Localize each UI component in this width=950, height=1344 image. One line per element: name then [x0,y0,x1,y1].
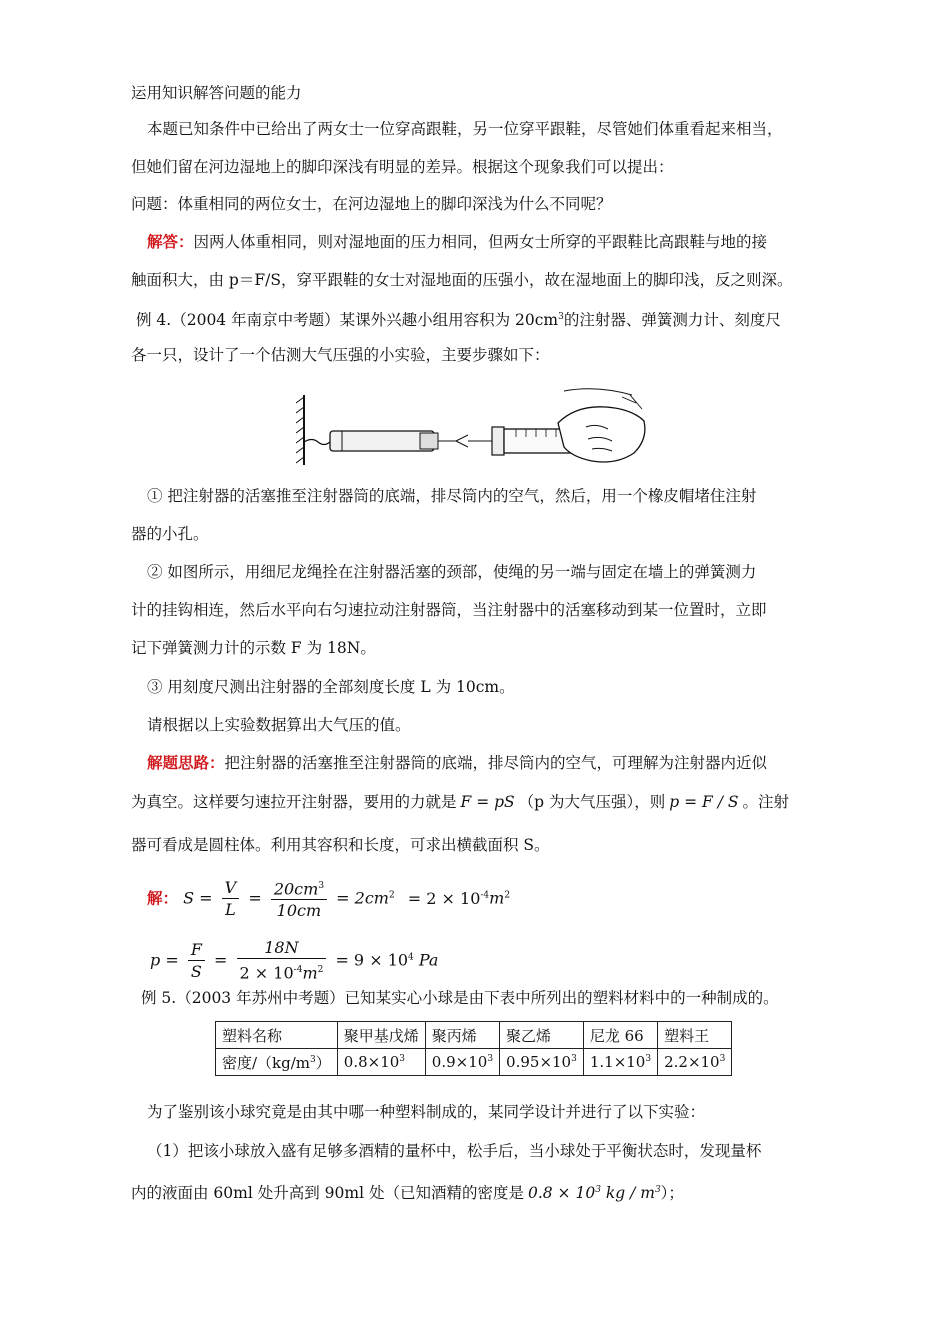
idea-line-2: 为真空。这样要匀速拉开注射器，要用的力就是 F = pS （p 为大气压强），则 p = F / S 。注射 [131,793,789,811]
text-line: 器可看成是圆柱体。利用其容积和长度，可求出横截面积 S。 [131,836,550,854]
table-cell: 尼龙 66 [583,1022,657,1049]
equation-pressure: p = $\frac{F}{S}$ = $\frac{18N}{2 \times 10^{-4}m^2}$ = $9 \times 10^4$ Pa [150,938,439,983]
table-cell: $0.95\times 10^3$ [500,1049,584,1076]
table-cell: 聚丙烯 [425,1022,499,1049]
formula-f-ps: F = pS [460,793,515,811]
table-cell: $1.1\times 10^3$ [583,1049,657,1076]
fraction-v-over-l: $\frac{V}{L}$ [222,878,240,921]
alcohol-density-formula: $0.8 \times 10^3$ kg / $m^3$ [527,1184,661,1203]
answer-text: 因两人体重相同，则对湿地面的压力相同，但两女士所穿的平跟鞋比高跟鞋与地的接 [193,233,768,251]
table-cell: 聚甲基戊烯 [337,1022,425,1049]
text-line: 触面积大，由 p＝F/S，穿平跟鞋的女士对湿地面的压强小，故在湿地面上的脚印浅，反之则深。 [131,271,793,289]
text-line: 计的挂钩相连，然后水平向右匀速拉动注射器筒，当注射器中的活塞移动到某一位置时，立即 [131,601,767,619]
text-line: 本题已知条件中已给出了两女士一位穿高跟鞋，另一位穿平跟鞋，尽管她们体重看起来相当， [147,120,783,138]
table-cell: 塑料王 [658,1022,732,1049]
example-5-heading: 例 5.（2003 年苏州中考题）已知某实心小球是由下表中所列出的塑料材料中的一种制成的。 [141,989,779,1007]
text-line: 但她们留在河边湿地上的脚印深浅有明显的差异。根据这个现象我们可以提出： [131,158,674,176]
answer-label: 解答： [147,232,194,251]
table-cell: $0.8\times 10^3$ [337,1049,425,1076]
fraction-force-over-area: $\frac{18N}{2 \times 10^{-4}m^2}$ [237,938,327,984]
step-2: ② 如图所示，用细尼龙绳拴在注射器活塞的颈部，使绳的另一端与固定在墙上的弹簧测力 [147,563,757,581]
idea-label: 解题思路： [147,753,225,772]
table-cell: 聚乙烯 [500,1022,584,1049]
formula-p-fs: p = F / S [669,793,739,811]
table-row [216,1049,732,1076]
example-4-heading: 例 4.（2004 年南京中考题）某课外兴趣小组用容积为 $20cm^3$的注射器、弹簧测力计、刻度尺 [136,311,781,330]
fraction-f-over-s: $\frac{F}{S}$ [188,940,205,983]
answer-line [147,231,767,253]
text-line: 运用知识解答问题的能力 [131,84,302,102]
text-line: 各一只，设计了一个估测大气压强的小实验，主要步骤如下： [131,346,550,364]
table-cell: 塑料名称 [216,1022,338,1049]
syringe-experiment-figure [296,387,648,467]
equation-area: 解： S = $\frac{V}{L}$ = $\frac{20cm^3}{10cm}$ = $2cm^2 = 2 \times 10^{-4}m^2$ [147,877,511,921]
solution-label: 解： [147,888,179,908]
text-line: 为了鉴别该小球究竟是由其中哪一种塑料制成的，某同学设计并进行了以下实验： [147,1103,706,1121]
text-line: 问题：体重相同的两位女士，在河边湿地上的脚印深浅为什么不同呢？ [131,195,612,213]
fraction-volume-over-length: $\frac{20cm^3}{10cm}$ [271,876,327,922]
text-line: （1）把该小球放入盛有足够多酒精的量杯中，松手后，当小球处于平衡状态时，发现量杯 [147,1142,762,1160]
question-line: 请根据以上实验数据算出大气压的值。 [147,716,411,734]
text-line: 记下弹簧测力计的示数 F 为 18N。 [131,639,376,657]
plastic-density-table [215,1021,732,1076]
text-line: 器的小孔。 [131,525,209,543]
text-line: 内的液面由 60ml 处升高到 90ml 处（已知酒精的密度是 $0.8 \times 10^3$ kg / $m^3$）； [131,1184,684,1203]
idea-line: 解题思路：把注射器的活塞推至注射器筒的底端，排尽筒内的空气，可理解为注射器内近似 [147,753,768,772]
table-cell: $0.9\times 10^3$ [425,1049,499,1076]
table-cell: $2.2\times 10^3$ [658,1049,732,1076]
step-3: ③ 用刻度尺测出注射器的全部刻度长度 L 为 10cm。 [147,678,515,696]
step-1: ① 把注射器的活塞推至注射器筒的底端，排尽筒内的空气，然后，用一个橡皮帽堵住注射 [147,487,757,505]
table-cell: 密度$/(kg/m^3)$ [216,1049,338,1076]
table-row [216,1022,732,1049]
